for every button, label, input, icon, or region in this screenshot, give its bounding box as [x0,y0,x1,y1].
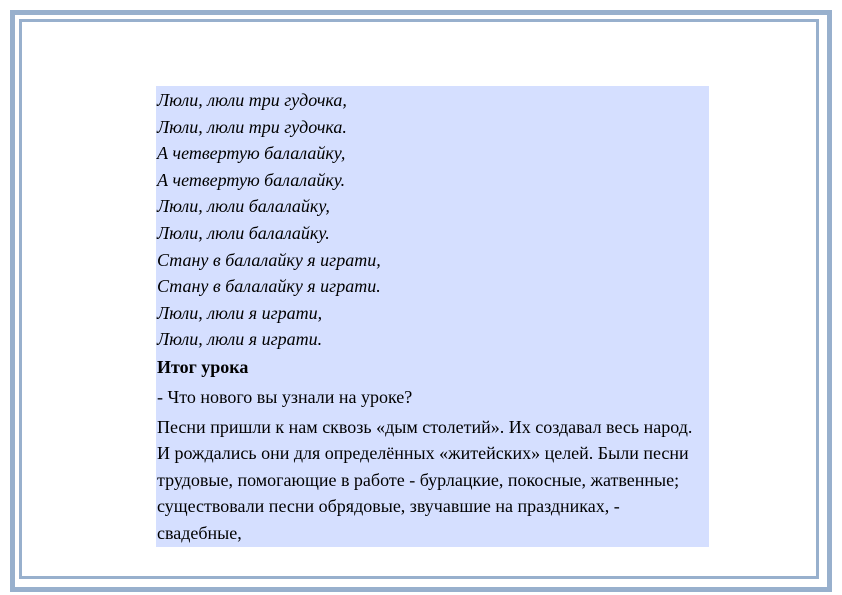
lyric-line: Стану в балалайку я играти. [157,276,381,297]
summary-question: - Что нового вы узнали на уроке? [157,386,413,407]
lyric-line: Люли, люли я играти. [157,329,323,350]
lyric-line: Люли, люли три гудочка. [157,116,347,137]
lyric-line: А четвертую балалайку, [157,143,346,164]
lyric-line: Люли, люли я играти, [157,302,323,323]
lyric-line: Люли, люли балалайку, [157,196,330,217]
lyric-line: Люли, люли три гудочка, [157,90,347,110]
slide-text-block [156,86,709,547]
lesson-summary-heading: Итог урока [157,356,249,377]
lyric-line: Стану в балалайку я играти, [157,249,381,270]
summary-paragraph: Песни пришли к нам сквозь «дым столетий». Их создавал весь народ. И рождались они для определённых «житейских» целей. Были песни трудовые, помогающие в работе - бурлацкие, покосные, жатвенные; существовали песни обрядовые, звучавшие на праздниках, - свадебные, [157,416,693,543]
lyric-line: А четвертую балалайку. [157,169,346,190]
song-lyrics [157,87,709,353]
lyric-line: Люли, люли балалайку. [157,222,330,243]
